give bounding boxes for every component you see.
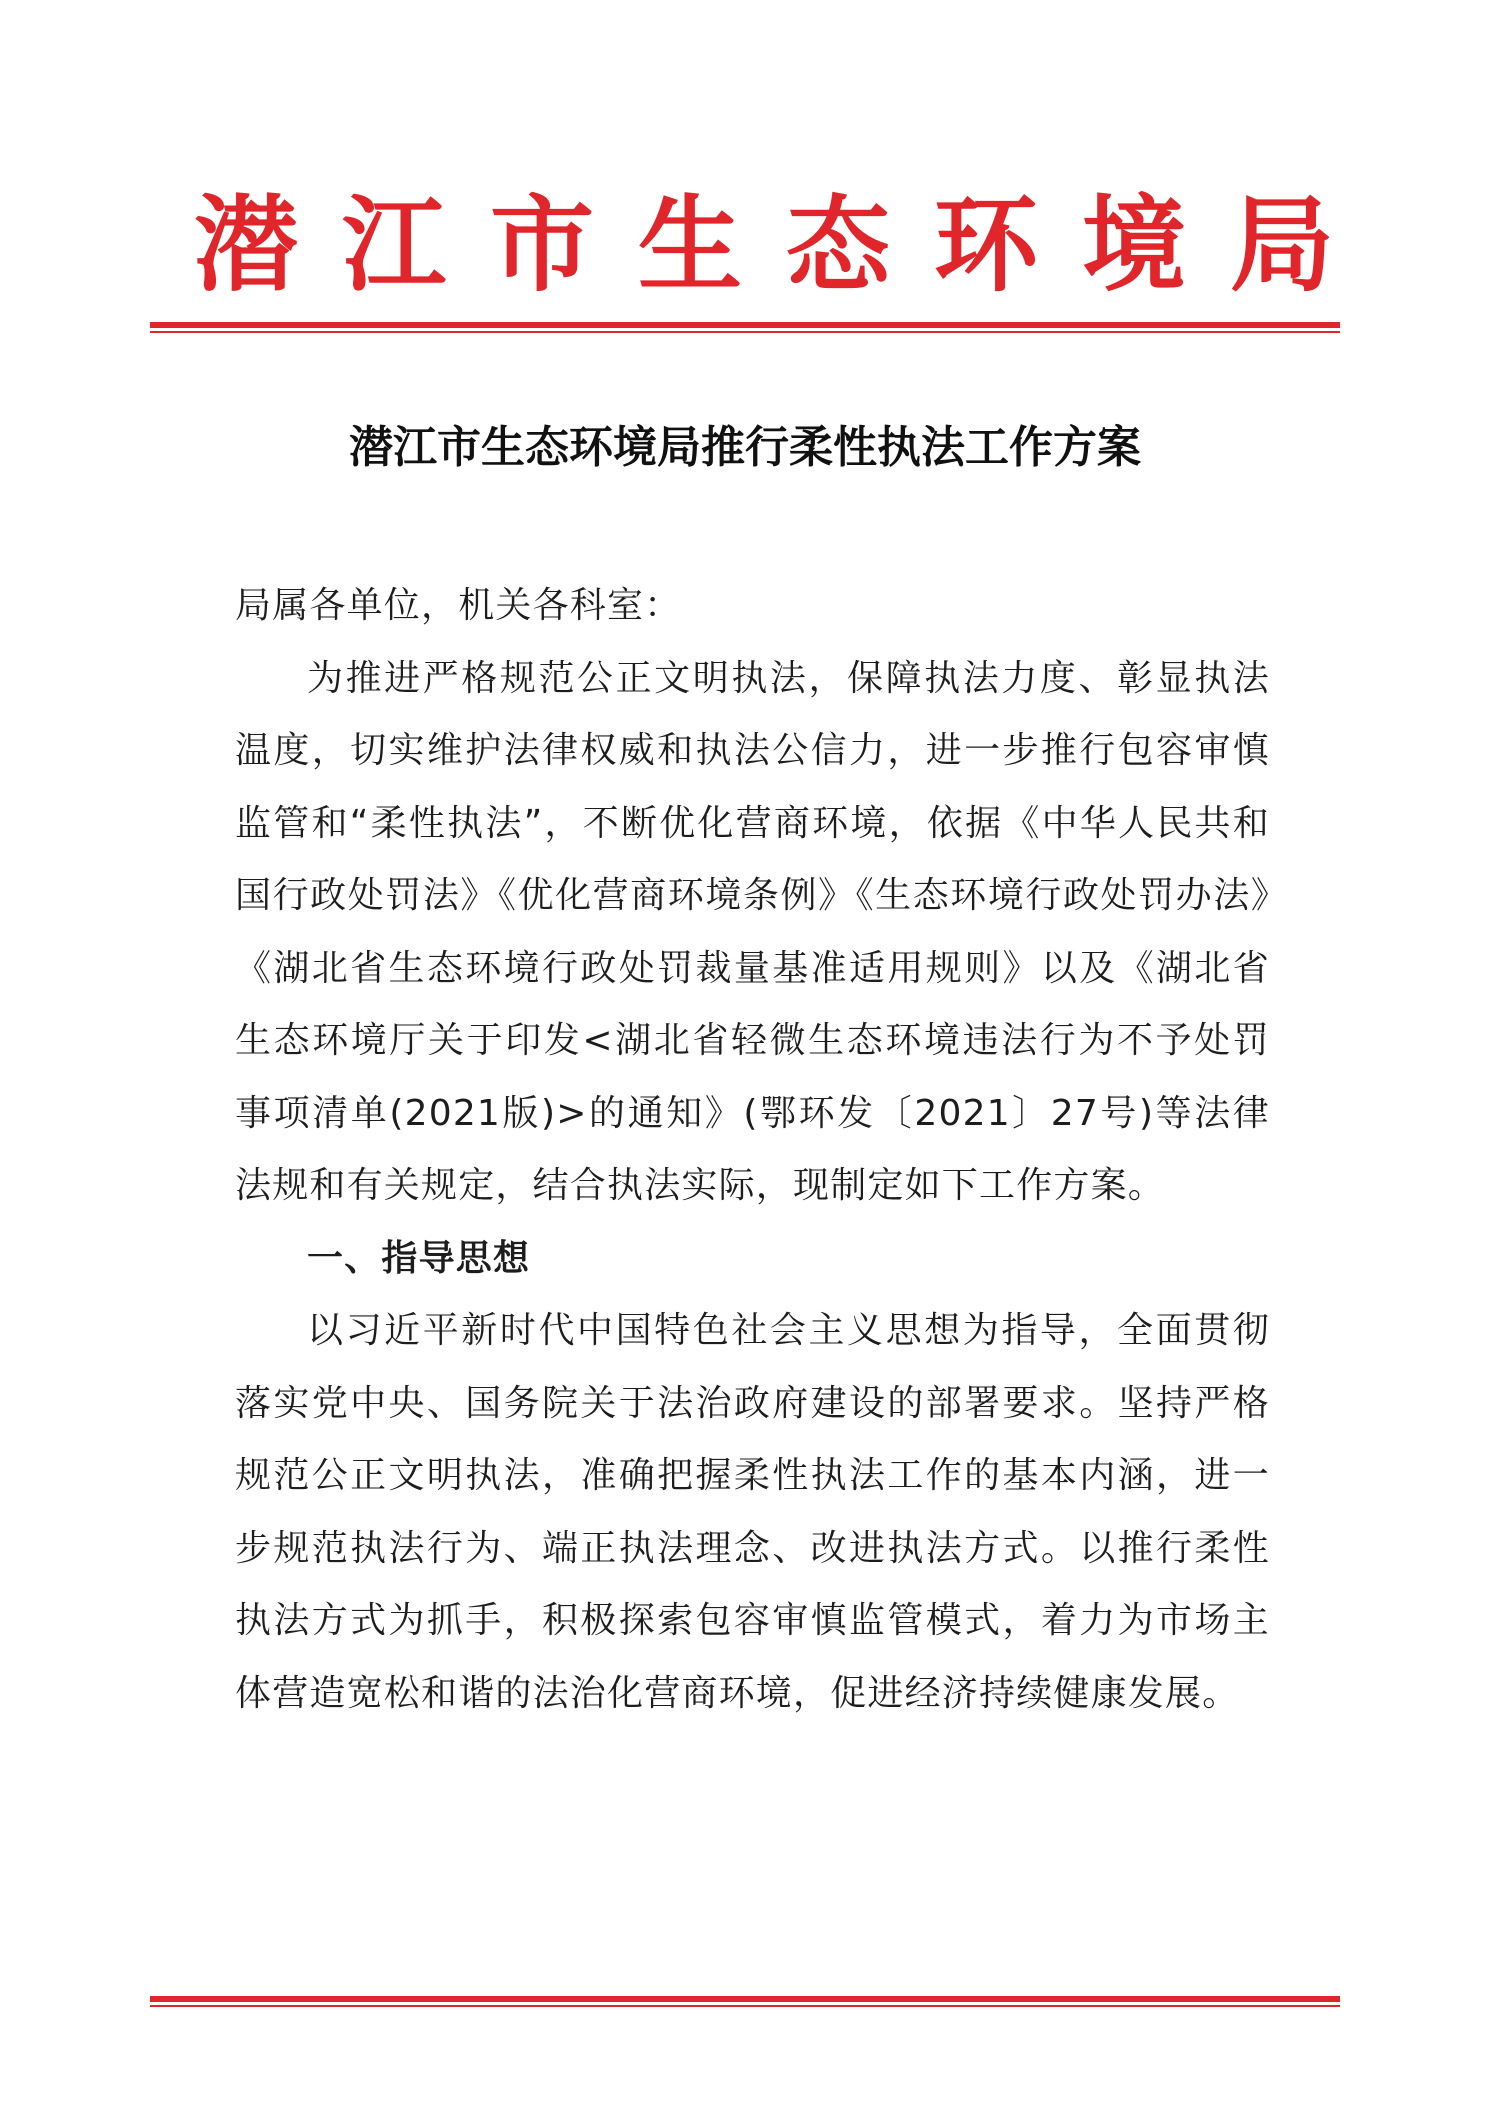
footer-red-rule-thick [150, 1996, 1340, 2002]
letterhead-red-rule-thin [150, 331, 1340, 333]
footer-red-rule-thin [150, 2005, 1340, 2007]
letterhead-red-rule-thick [150, 322, 1340, 328]
document-body [235, 570, 1270, 1730]
section-paragraph: 以习近平新时代中国特色社会主义思想为指导，全面贯彻落实党中央、国务院关于法治政府建设的部署要求。坚持严格规范公正文明执法，准确把握柔性执法工作的基本内涵，进一步规范执法行为、端正执法理念、改进执法方式。以推行柔性执法方式为抓手，积极探索包容审慎监管模式，着力为市场主体营造宽松和谐的法治化营商环境，促进经济持续健康发展。 [235, 1310, 1270, 1714]
letterhead-organization-name: 潜江市生态环境局 [194, 183, 1379, 306]
salutation: 局属各单位，机关各科室： [235, 585, 682, 626]
letterhead [150, 170, 1379, 320]
intro-paragraph: 为推进严格规范公正文明执法，保障执法力度、彰显执法温度，切实维护法律权威和执法公信力，进一步推行包容审慎监管和“柔性执法”，不断优化营商环境，依据《中华人民共和国行政处罚法》《优化营商环境条例》《生态环境行政处罚办法》《湖北省生态环境行政处罚裁量基准适用规则》以及《湖北省生态环境厅关于印发<湖北省轻微生态环境违法行为不予处罚事项清单(2021版)>的通知》(鄂环发〔2021〕27号)等法律法规和有关规定，结合执法实际，现制定如下工作方案。 [235, 657, 1270, 1206]
document-title: 潜江市生态环境局推行柔性执法工作方案 [349, 422, 1141, 473]
section-heading: 一、指导思想 [307, 1237, 531, 1279]
